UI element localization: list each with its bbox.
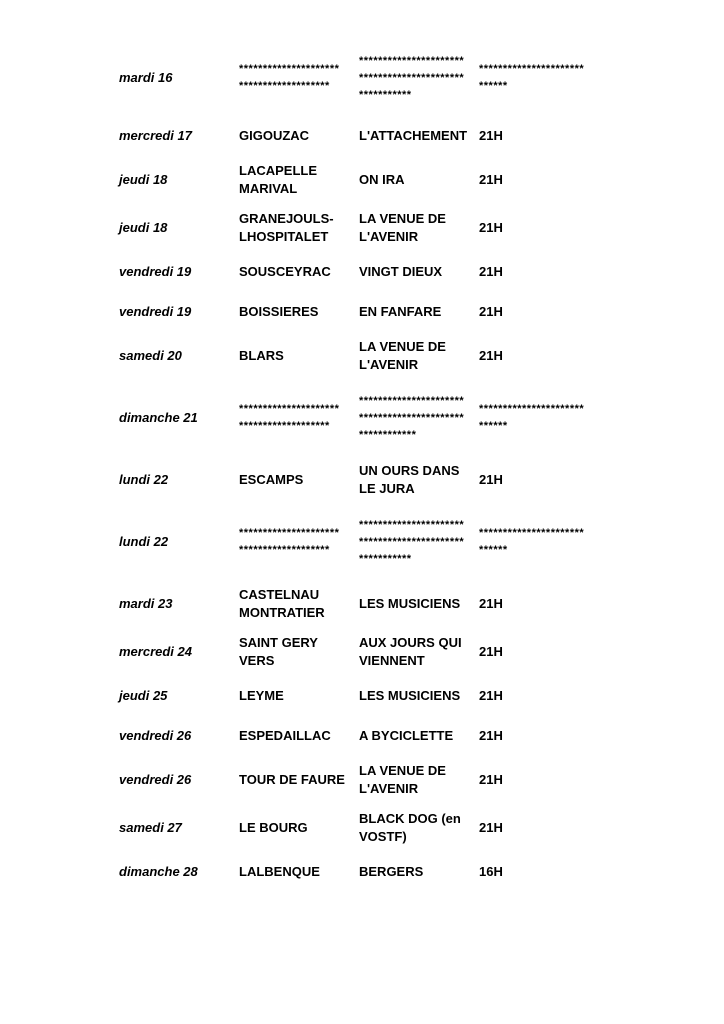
town-cell: SAINT GERY VERS	[239, 635, 318, 668]
table-row	[114, 676, 604, 716]
town-cell: ****************************************	[239, 403, 340, 432]
town-cell: CASTELNAU MONTRATIER	[239, 587, 325, 620]
town-cell: TOUR DE FAURE	[239, 772, 345, 787]
time-cell: 21H	[479, 644, 503, 659]
day-cell: jeudi 25	[119, 688, 168, 703]
time-cell: 21H	[479, 772, 503, 787]
table-row	[114, 504, 604, 580]
day-cell: mercredi 24	[119, 644, 192, 659]
time-cell: 21H	[479, 172, 503, 187]
town-cell: LE BOURG	[239, 820, 308, 835]
time-cell: 21H	[479, 728, 503, 743]
day-cell: dimanche 21	[119, 410, 198, 425]
film-cell: BLACK DOG (en VOSTF)	[359, 811, 461, 844]
table-row	[114, 756, 604, 804]
time-cell: 21H	[479, 596, 503, 611]
day-cell: jeudi 18	[119, 172, 168, 187]
time-cell: 21H	[479, 820, 503, 835]
film-cell: ON IRA	[359, 172, 405, 187]
time-cell: 21H	[479, 304, 503, 319]
town-cell: LEYME	[239, 688, 284, 703]
film-cell: LA VENUE DE L'AVENIR	[359, 339, 446, 372]
table-row	[114, 292, 604, 332]
day-cell: vendredi 19	[119, 304, 192, 319]
time-cell: 21H	[479, 348, 503, 363]
table-row	[114, 40, 604, 116]
table-row	[114, 852, 604, 892]
time-cell: 21H	[479, 220, 503, 235]
time-cell: 21H	[479, 688, 503, 703]
film-cell: EN FANFARE	[359, 304, 442, 319]
day-cell: mardi 16	[119, 70, 173, 85]
table-row	[114, 204, 604, 252]
time-cell: 21H	[479, 128, 503, 143]
table-row	[114, 156, 604, 204]
day-cell: vendredi 19	[119, 264, 192, 279]
film-cell: LES MUSICIENS	[359, 596, 461, 611]
town-cell: SOUSCEYRAC	[239, 264, 331, 279]
town-cell: BOISSIERES	[239, 304, 319, 319]
table-row	[114, 252, 604, 292]
table-row	[114, 580, 604, 628]
table-row	[114, 456, 604, 504]
time-cell: ****************************	[479, 63, 585, 92]
table-row	[114, 116, 604, 156]
town-cell: ESCAMPS	[239, 472, 304, 487]
town-cell: ****************************************	[239, 527, 340, 556]
film-cell: LA VENUE DE L'AVENIR	[359, 211, 446, 244]
film-cell: LA VENUE DE L'AVENIR	[359, 763, 446, 796]
table-row	[114, 380, 604, 456]
day-cell: samedi 20	[119, 348, 182, 363]
film-cell: A BYCICLETTE	[359, 728, 454, 743]
day-cell: vendredi 26	[119, 772, 192, 787]
town-cell: LALBENQUE	[239, 864, 320, 879]
day-cell: vendredi 26	[119, 728, 192, 743]
time-cell: 21H	[479, 472, 503, 487]
day-cell: samedi 27	[119, 820, 182, 835]
town-cell: BLARS	[239, 348, 284, 363]
day-cell: lundi 22	[119, 534, 169, 549]
film-cell: BERGERS	[359, 864, 424, 879]
day-cell: mercredi 17	[119, 128, 192, 143]
town-cell: ****************************************	[239, 63, 340, 92]
time-cell: 16H	[479, 864, 503, 879]
film-cell: L'ATTACHEMENT	[359, 128, 468, 143]
town-cell: LACAPELLE MARIVAL	[239, 163, 317, 196]
table-row	[114, 804, 604, 852]
film-cell: UN OURS DANS LE JURA	[359, 463, 460, 496]
table-row	[114, 716, 604, 756]
table-row	[114, 332, 604, 380]
town-cell: GIGOUZAC	[239, 128, 310, 143]
film-cell: ********************************************************	[359, 394, 465, 441]
time-cell: 21H	[479, 264, 503, 279]
day-cell: jeudi 18	[119, 220, 168, 235]
film-cell: *******************************************************	[359, 54, 465, 101]
screening-schedule	[114, 40, 604, 892]
day-cell: mardi 23	[119, 596, 173, 611]
day-cell: lundi 22	[119, 472, 169, 487]
film-cell: *******************************************************	[359, 518, 465, 565]
film-cell: LES MUSICIENS	[359, 688, 461, 703]
time-cell: ****************************	[479, 527, 585, 556]
film-cell: AUX JOURS QUI VIENNENT	[359, 635, 462, 668]
time-cell: ****************************	[479, 403, 585, 432]
table-row	[114, 628, 604, 676]
day-cell: dimanche 28	[119, 864, 198, 879]
town-cell: ESPEDAILLAC	[239, 728, 331, 743]
town-cell: GRANEJOULS-LHOSPITALET	[239, 211, 334, 244]
film-cell: VINGT DIEUX	[359, 264, 443, 279]
